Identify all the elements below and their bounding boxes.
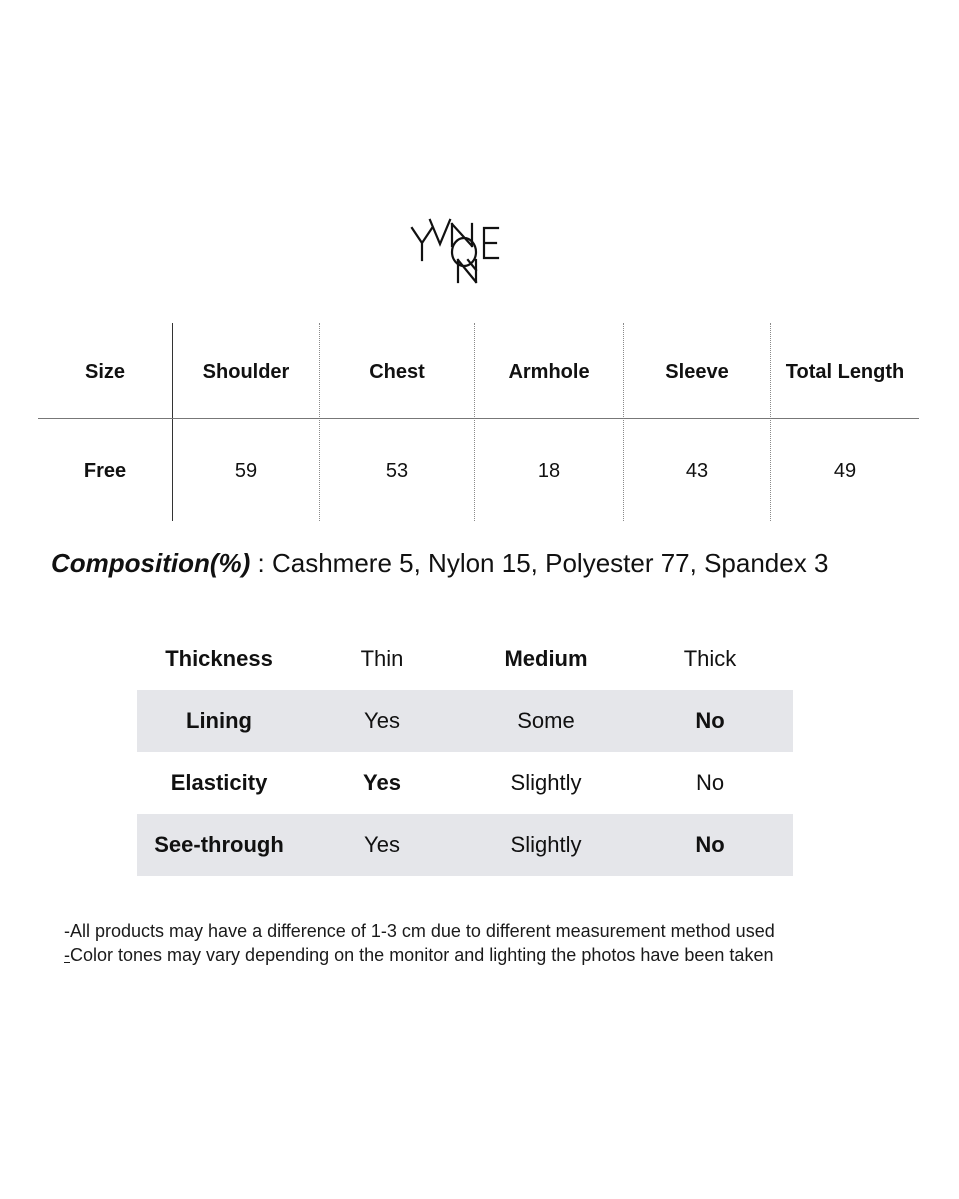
property-label: Lining [186,708,252,733]
property-row [137,752,793,814]
property-option: Yes [364,708,400,733]
note-measurement: -All products may have a difference of 1-3 cm due to different measurement method used [64,921,775,941]
header-armhole: Armhole [508,361,590,383]
column-divider [474,323,475,521]
value-total-length: 49 [833,460,857,482]
composition-label: Composition(%) [51,548,251,578]
property-option: Thick [683,646,737,671]
header-chest: Chest [369,361,425,383]
header-shoulder: Shoulder [202,361,290,383]
header-size: Size [84,361,126,383]
value-sleeve: 43 [685,460,709,482]
header-total-length: Total Length [785,361,905,383]
property-label: Elasticity [170,770,268,795]
property-row [137,690,793,752]
column-divider [770,323,771,521]
property-option-selected: No [695,708,725,733]
property-option: No [695,770,725,795]
brand-logo-mark [380,200,540,290]
note-color-text: Color tones may vary depending on the monitor and lighting the photos have been taken [70,945,774,965]
property-option: Slightly [510,770,582,795]
property-label: Thickness [165,646,273,671]
value-shoulder: 59 [234,460,258,482]
size-free: Free [83,460,127,482]
note-color-prefix: - [64,945,70,965]
property-option-selected: Medium [504,646,588,671]
property-option-selected: No [695,832,725,857]
column-divider [623,323,624,521]
property-label: See-through [154,832,284,857]
value-chest: 53 [385,460,409,482]
property-option-selected: Yes [363,770,401,795]
size-table [38,323,919,521]
property-option: Thin [360,646,404,671]
composition-text: Cashmere 5, Nylon 15, Polyester 77, Spandex 3 [271,548,829,578]
brand-logo [380,200,540,290]
property-row [137,814,793,876]
value-armhole: 18 [537,460,561,482]
composition-line [51,547,828,579]
column-divider [172,323,173,521]
column-divider [319,323,320,521]
header-divider [38,418,919,419]
composition-separator: : [250,548,272,578]
property-option: Yes [364,832,400,857]
property-option: Some [517,708,575,733]
note-color [64,944,773,966]
header-sleeve: Sleeve [665,361,729,383]
property-option: Slightly [510,832,582,857]
property-row [137,628,793,690]
